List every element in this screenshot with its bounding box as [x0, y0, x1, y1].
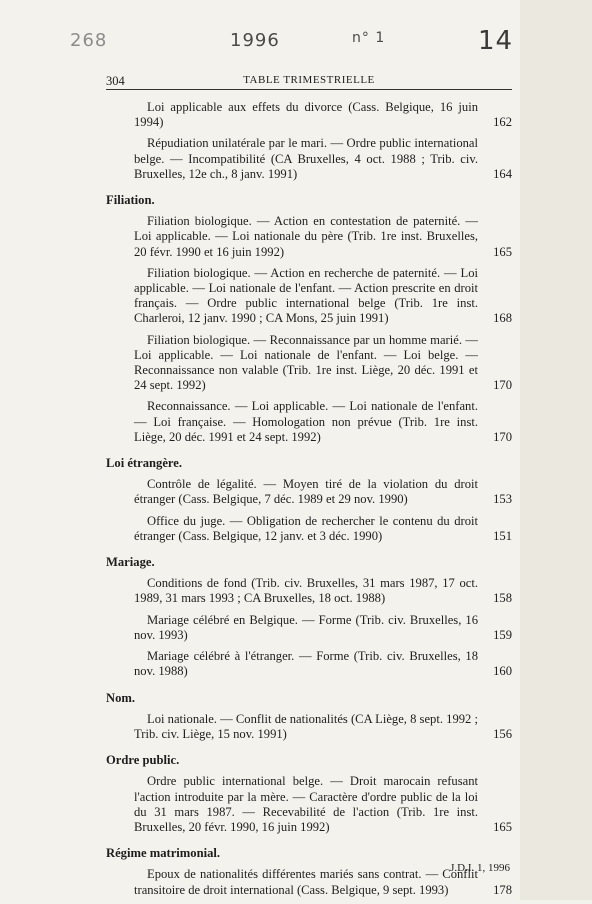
entry-page-number: 165 [493, 819, 512, 834]
entry-page-number: 178 [493, 882, 512, 897]
entry-text: Filiation biologique. — Action en recherche de paternité. — Loi applicable. — Loi nationale de l'enfant. — Action prescrite en droit français. — Ordre public international belge (Trib. 1re inst. Charleroi, 12 janv. 1990 ; CA Mons, 25 juin 1991) [134, 265, 478, 326]
index-section [106, 100, 512, 182]
section-title: Filiation. [106, 193, 155, 208]
entry-text: Loi nationale. — Conflit de nationalités (CA Liège, 8 sept. 1992 ; Trib. civ. Liège, 15 nov. 1991) [134, 711, 478, 741]
entry-page-number: 168 [493, 311, 512, 326]
index-entry [134, 399, 512, 445]
index-entry [134, 100, 512, 130]
section-title: Régime matrimonial. [106, 846, 221, 861]
index-entry [134, 214, 512, 260]
running-head [106, 74, 512, 86]
entry-text: Epoux de nationalités différentes mariés sans contrat. — Conflit transitoire de droit international (Cass. Belgique, 9 sept. 1993) [134, 867, 478, 897]
index-section [106, 691, 512, 743]
entry-text: Filiation biologique. — Action en contestation de paternité. — Loi applicable. — Loi nationale du père (Trib. 1re inst. Bruxelles, 20 févr. 1990 et 16 juin 1992) [134, 214, 478, 259]
entry-page-number: 162 [493, 115, 512, 130]
section-title: Nom. [106, 690, 136, 705]
handwritten-annotation: 14 [478, 26, 514, 56]
page-shadow [520, 0, 592, 900]
entry-text: Conditions de fond (Trib. civ. Bruxelles, 31 mars 1987, 17 oct. 1989, 31 mars 1993 ; CA Bruxelles, 18 oct. 1988) [134, 576, 478, 606]
entry-page-number: 170 [493, 378, 512, 393]
page-number: 304 [106, 74, 125, 88]
entry-page-number: 160 [493, 664, 512, 679]
entry-page-number: 158 [493, 591, 512, 606]
index-section [106, 753, 512, 835]
handwritten-annotation: n° 1 [352, 30, 386, 46]
index-section [106, 555, 512, 679]
entry-page-number: 156 [493, 726, 512, 741]
section-title: Mariage. [106, 555, 155, 570]
handwritten-annotation: 1996 [230, 30, 280, 51]
entry-text: Office du juge. — Obligation de rechercher le contenu du droit étranger (Cass. Belgique, 12 janv. et 3 déc. 1990) [134, 513, 478, 543]
section-title: Ordre public. [106, 753, 180, 768]
entry-page-number: 170 [493, 429, 512, 444]
index-section [106, 456, 512, 544]
index-entry [134, 477, 512, 507]
entry-page-number: 165 [493, 244, 512, 259]
index-entry [134, 774, 512, 835]
entry-page-number: 159 [493, 627, 512, 642]
entry-page-number: 164 [493, 166, 512, 181]
entry-text: Loi applicable aux effets du divorce (Cass. Belgique, 16 juin 1994) [134, 100, 478, 130]
header-rule [106, 89, 512, 90]
entry-text: Mariage célébré en Belgique. — Forme (Trib. civ. Bruxelles, 16 nov. 1993) [134, 612, 478, 642]
index-content [106, 100, 512, 904]
index-entry [134, 333, 512, 394]
index-entry [134, 576, 512, 606]
index-entry [134, 712, 512, 742]
page-title: TABLE TRIMESTRIELLE [243, 74, 375, 86]
index-section [106, 193, 512, 445]
entry-text: Filiation biologique. — Reconnaissance par un homme marié. — Loi applicable. — Loi nationale de l'enfant. — Loi belge. — Reconnaissance non valable (Trib. 1re inst. Liège, 20 déc. 1991 et 24 sept. 1992) [134, 332, 478, 393]
index-entry [134, 613, 512, 643]
entry-text: Ordre public international belge. — Droit marocain refusant l'action introduite par la mère. — Caractère d'ordre public de la loi du 31 mars 1987. — Recevabilité de l'action (Trib. 1re inst. Bruxelles, 20 févr. 1990, 16 juin 1992) [134, 774, 478, 834]
handwritten-annotation: 268 [70, 30, 108, 51]
index-entry [134, 266, 512, 327]
entry-text: Contrôle de légalité. — Moyen tiré de la violation du droit étranger (Cass. Belgique, 7 déc. 1989 et 29 nov. 1990) [134, 477, 478, 507]
section-title: Loi étrangère. [106, 456, 183, 471]
index-entry [134, 649, 512, 679]
entry-page-number: 151 [493, 528, 512, 543]
entry-text: Répudiation unilatérale par le mari. — Ordre public international belge. — Incompatibilité (CA Bruxelles, 4 oct. 1988 ; Trib. civ. Bruxelles, 12e ch., 8 janv. 1991) [134, 136, 478, 181]
index-entry [134, 136, 512, 182]
journal-reference: J.D.I. 1, 1996 [450, 862, 510, 874]
entry-text: Mariage célébré à l'étranger. — Forme (Trib. civ. Bruxelles, 18 nov. 1988) [134, 649, 478, 679]
entry-page-number: 153 [493, 492, 512, 507]
entry-text: Reconnaissance. — Loi applicable. — Loi nationale de l'enfant. — Loi française. — Homologation non prévue (Trib. 1re inst. Liège, 20 déc. 1991 et 24 sept. 1992) [134, 399, 478, 444]
index-entry [134, 514, 512, 544]
